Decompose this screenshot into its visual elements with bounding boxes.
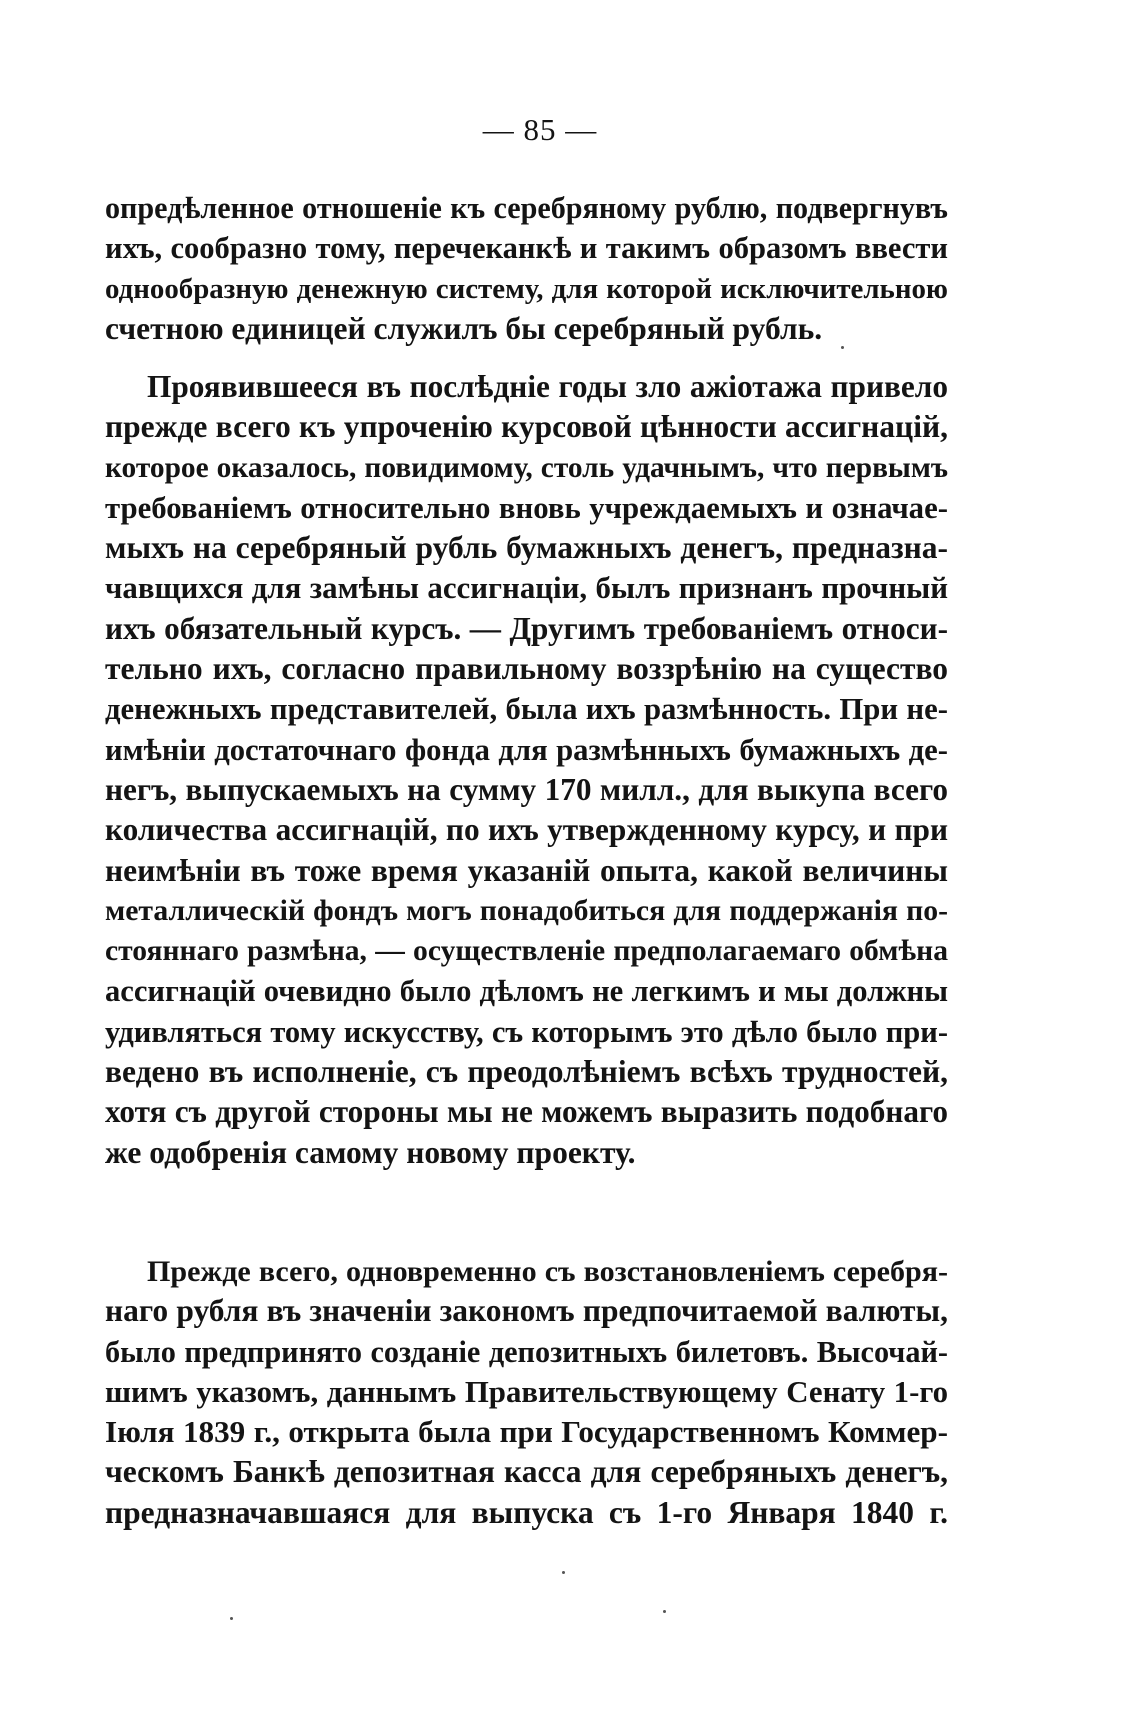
text-line: ассигнацій очевидно было дѣломъ не легкимъ и мы должны	[105, 974, 948, 1009]
text-line: шимъ указомъ, даннымъ Правительствующему Сенату 1-го	[105, 1374, 948, 1409]
text-line: ческомъ Банкѣ депозитная касса для серебряныхъ денегъ,	[105, 1454, 948, 1490]
text-line: тельно ихъ, согласно правильному воззрѣнію на существо	[105, 651, 948, 687]
print-speck	[230, 1617, 233, 1620]
paragraph-2	[105, 367, 948, 1173]
text-line: неимѣніи въ тоже время указаній опыта, какой величины	[105, 852, 948, 888]
text-line: счетною единицей служилъ бы серебряный рубль.	[105, 310, 823, 346]
text-line: прежде всего къ упроченію курсовой цѣнности ассигнацій,	[105, 409, 948, 445]
print-speck	[663, 1610, 666, 1613]
text-line: мыхъ на серебряный рубль бумажныхъ денегъ, предназна-	[105, 530, 948, 566]
text-line: удивляться тому искусству, съ которымъ это дѣло было при-	[105, 1014, 948, 1049]
text-line: ведено въ исполненіе, съ преодолѣніемъ всѣхъ трудностей,	[105, 1054, 948, 1090]
text-line: чавщихся для замѣны ассигнаціи, былъ признанъ прочный	[105, 571, 948, 606]
text-line: однообразную денежную систему, для которой исключительною	[105, 272, 948, 305]
text-line: количества ассигнацій, по ихъ утвержденному курсу, и при	[105, 812, 948, 848]
text-line: опредѣленное отношеніе къ серебряному рублю, подвергнувъ	[105, 191, 948, 225]
text-line: ихъ обязательный курсъ. — Другимъ требованіемъ относи-	[105, 610, 948, 646]
paragraph-3	[105, 1251, 948, 1533]
text-line: Прежде всего, одновременно съ возстановленіемъ серебря-	[147, 1254, 948, 1288]
text-line: наго рубля въ значеніи закономъ предпочитаемой валюты,	[105, 1293, 948, 1329]
text-line: Іюля 1839 г., открыта была при Государственномъ Коммер-	[105, 1414, 948, 1450]
text-line: денежныхъ представителей, была ихъ размѣнность. При не-	[105, 692, 948, 727]
text-line: металлическій фондъ могъ понадобиться для поддержанія по-	[105, 894, 948, 927]
text-line: имѣніи достаточнаго фонда для размѣнныхъ бумажныхъ де-	[105, 732, 948, 767]
text-line: же одобренія самому новому проекту.	[105, 1134, 636, 1170]
text-line: предназначавшаяся для выпуска съ 1-го Января 1840 г.	[105, 1494, 948, 1530]
text-line: которое оказалось, повидимому, столь удачнымъ, что первымъ	[105, 451, 948, 484]
print-speck	[841, 346, 844, 349]
text-line: требованіемъ относительно вновь учреждаемыхъ и означае-	[105, 490, 948, 525]
text-line: стояннаго размѣна, — осуществленіе предполагаемаго обмѣна	[105, 935, 948, 968]
text-line: Проявившееся въ послѣдніе годы зло ажіотажа привело	[147, 369, 948, 404]
text-line: негъ, выпускаемыхъ на сумму 170 милл., для выкупа всего	[105, 771, 948, 807]
text-line: хотя съ другой стороны мы не можемъ выразить подобнаго	[105, 1094, 948, 1130]
text-line: ихъ, сообразно тому, перечеканкѣ и такимъ образомъ ввести	[105, 231, 948, 266]
paragraph-1	[105, 188, 948, 349]
page-number: — 85 —	[482, 112, 598, 147]
text-line: было предпринято созданіе депозитныхъ билетовъ. Высочай-	[105, 1334, 948, 1369]
print-speck	[562, 1571, 565, 1574]
